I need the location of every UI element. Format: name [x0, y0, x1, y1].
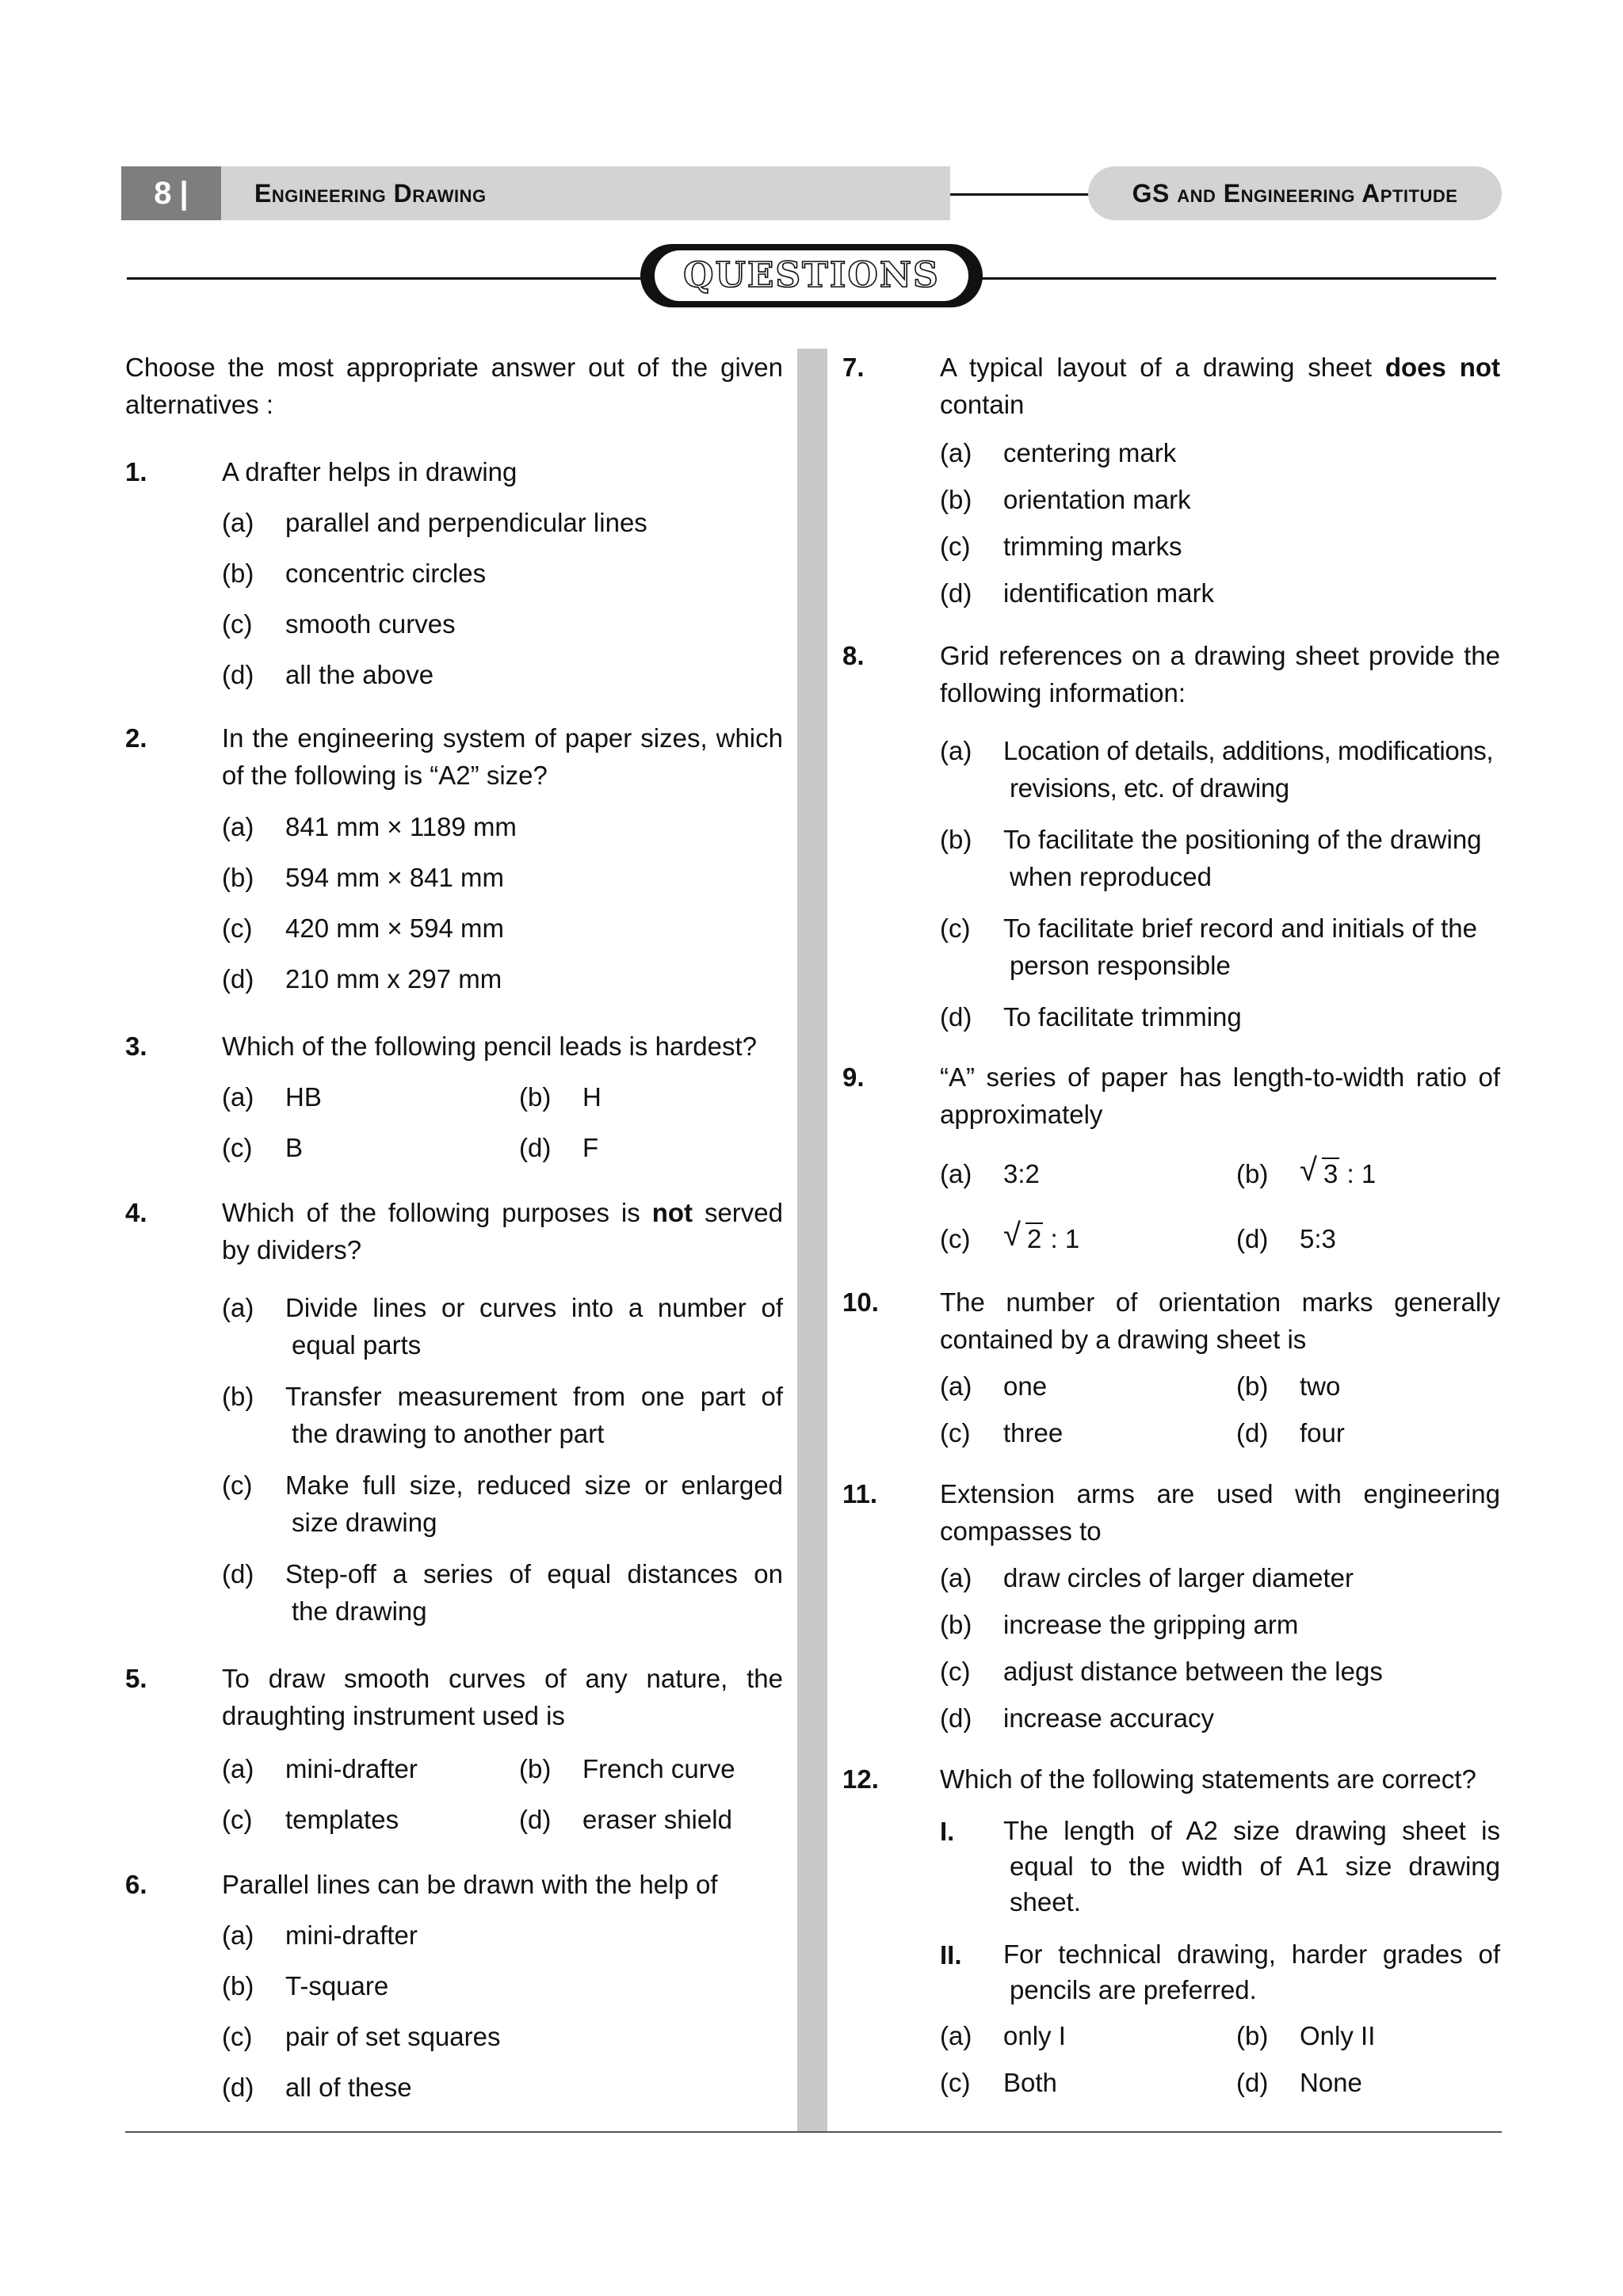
question-number: 12. — [842, 1764, 879, 1794]
option-label: (b) — [222, 863, 254, 892]
option-label: (a) — [222, 1082, 254, 1112]
option-text: Location of details, additions, modifications, revisions, etc. of drawing — [1003, 736, 1494, 803]
banner-title: QUESTIONS — [655, 250, 968, 301]
question-stem: Which of the following purposes is not served by dividers? — [222, 1198, 784, 1264]
question-number: 10. — [842, 1287, 879, 1317]
page-header — [121, 166, 1502, 220]
option-text: smooth curves — [285, 609, 456, 639]
question-stem: A drafter helps in drawing — [222, 457, 517, 486]
option-text: French curve — [582, 1754, 735, 1783]
option-label: (b) — [222, 1382, 254, 1411]
option-label: (a) — [940, 1159, 972, 1188]
option-label: (c) — [222, 1805, 253, 1834]
sqrt-symbol: √ 3 — [1300, 1155, 1339, 1192]
option-label: (d) — [1236, 2068, 1269, 2097]
option-label: (d) — [222, 660, 254, 689]
page-number: 8 | — [121, 166, 221, 220]
option-text: 841 mm × 1189 mm — [285, 812, 517, 841]
option-label: (c) — [940, 913, 971, 943]
option-label: (c) — [940, 1657, 971, 1686]
option-text: 5:3 — [1300, 1224, 1336, 1253]
instruction-text: Choose the most appropriate answer out of the given alternatives : — [125, 353, 783, 419]
option-text: Make full size, reduced size or enlarged size drawing — [285, 1470, 783, 1537]
option-text: To facilitate the positioning of the drawing when reproduced — [1003, 825, 1482, 891]
option-text: three — [1003, 1418, 1064, 1447]
sqrt-symbol: √ 2 — [1003, 1220, 1043, 1257]
option-label: (a) — [222, 1754, 254, 1783]
option-label: (d) — [222, 964, 254, 994]
option-label: (a) — [222, 812, 254, 841]
question-number: 2. — [125, 723, 147, 753]
option-text: Step-off a series of equal distances on the drawing — [285, 1559, 783, 1626]
option-text: 3:2 — [1003, 1159, 1040, 1188]
banner-pill — [640, 244, 983, 307]
option-text: four — [1300, 1418, 1345, 1447]
option-label: (a) — [940, 736, 972, 765]
question-number: 7. — [842, 353, 865, 382]
option-label: (a) — [940, 438, 972, 467]
option-text: increase the gripping arm — [1003, 1610, 1299, 1639]
question-number: 3. — [125, 1032, 147, 1061]
option-text: one — [1003, 1371, 1048, 1401]
option-label: (b) — [940, 485, 972, 514]
option-label: (a) — [940, 1563, 972, 1592]
question-number: 5. — [125, 1664, 147, 1693]
question-number: 11. — [842, 1479, 878, 1508]
option-text: 594 mm × 841 mm — [285, 863, 505, 892]
option-label: (c) — [940, 1224, 971, 1253]
option-label: (d) — [222, 1559, 254, 1589]
option-text: parallel and perpendicular lines — [285, 508, 647, 537]
option-text: trimming marks — [1003, 532, 1182, 561]
question-stem: In the engineering system of paper sizes, which of the following is “A2” size? — [222, 723, 783, 790]
option-text: HB — [285, 1082, 322, 1112]
option-label: (b) — [222, 559, 254, 588]
option-text: draw circles of larger diameter — [1003, 1563, 1354, 1592]
option-text: F — [582, 1133, 599, 1162]
option-text: all of these — [285, 2073, 412, 2102]
option-text: To facilitate trimming — [1003, 1002, 1242, 1032]
option-label: (c) — [222, 1133, 253, 1162]
option-label: (c) — [222, 913, 253, 943]
statement-text: For technical drawing, harder grades of pencils are preferred. — [1003, 1939, 1500, 2004]
option-label: (d) — [519, 1133, 552, 1162]
option-text: mini-drafter — [285, 1754, 418, 1783]
option-label: (a) — [940, 2021, 972, 2050]
option-label: (b) — [222, 1971, 254, 2000]
option-text: H — [582, 1082, 601, 1112]
option-label: (b) — [519, 1754, 552, 1783]
option-text: To facilitate brief record and initials of the person responsible — [1003, 913, 1477, 980]
column-divider — [797, 349, 827, 2133]
question-stem: Parallel lines can be drawn with the help of — [222, 1870, 718, 1899]
statement-label: II. — [940, 1940, 962, 1970]
option-label: (d) — [222, 2073, 254, 2102]
option-text: centering mark — [1003, 438, 1177, 467]
option-label: (c) — [222, 1470, 253, 1500]
question-number: 9. — [842, 1062, 865, 1092]
option-text: 420 mm × 594 mm — [285, 913, 505, 943]
option-label: (b) — [1236, 1371, 1269, 1401]
question-stem: The number of orientation marks generally contained by a drawing sheet is — [940, 1287, 1500, 1354]
option-text: two — [1300, 1371, 1341, 1401]
option-label: (b) — [1236, 1159, 1269, 1188]
option-text: Only II — [1300, 2021, 1376, 2050]
option-label: (b) — [519, 1082, 552, 1112]
option-label: (c) — [940, 532, 971, 561]
option-text: identification mark — [1003, 578, 1214, 608]
statement-label: I. — [940, 1817, 955, 1846]
option-text: mini-drafter — [285, 1920, 418, 1950]
option-text: eraser shield — [582, 1805, 732, 1834]
option-label: (d) — [1236, 1224, 1269, 1253]
book-title: GS and Engineering Aptitude — [1088, 166, 1502, 220]
questions-banner — [127, 244, 1496, 312]
option-label: (d) — [940, 1703, 972, 1733]
chapter-title: Engineering Drawing — [221, 166, 950, 220]
option-text: adjust distance between the legs — [1003, 1657, 1383, 1686]
option-text: √ 3 : 1 — [1300, 1155, 1376, 1192]
question-stem: Which of the following statements are correct? — [940, 1764, 1476, 1794]
statement-text: The length of A2 size drawing sheet is equal to the width of A1 size drawing sheet. — [1003, 1816, 1500, 1917]
question-stem: To draw smooth curves of any nature, the draughting instrument used is — [222, 1664, 783, 1730]
question-number: 8. — [842, 641, 865, 670]
option-label: (d) — [1236, 1418, 1269, 1447]
option-label: (a) — [222, 1293, 254, 1322]
question-number: 1. — [125, 457, 147, 486]
question-stem: Extension arms are used with engineering compasses to — [940, 1479, 1500, 1546]
option-label: (d) — [519, 1805, 552, 1834]
option-text: concentric circles — [285, 559, 487, 588]
option-text: Transfer measurement from one part of the drawing to another part — [285, 1382, 783, 1448]
option-label: (c) — [940, 2068, 971, 2097]
option-label: (a) — [940, 1371, 972, 1401]
option-label: (a) — [222, 508, 254, 537]
option-label: (c) — [940, 1418, 971, 1447]
option-label: (c) — [222, 609, 253, 639]
option-text: √ 2 : 1 — [1003, 1220, 1079, 1257]
option-label: (b) — [940, 825, 972, 854]
option-text: all the above — [285, 660, 434, 689]
question-stem: Which of the following pencil leads is hardest? — [222, 1032, 758, 1061]
option-text: None — [1300, 2068, 1362, 2097]
option-text: templates — [285, 1805, 399, 1834]
option-label: (c) — [222, 2022, 253, 2051]
question-stem: “A” series of paper has length-to-width ratio of approximately — [940, 1062, 1500, 1129]
option-label: (a) — [222, 1920, 254, 1950]
option-text: B — [285, 1133, 304, 1162]
footer-rule — [125, 2131, 1502, 2133]
option-text: orientation mark — [1003, 485, 1191, 514]
option-label: (b) — [940, 1610, 972, 1639]
question-number: 6. — [125, 1870, 147, 1899]
option-text: only I — [1003, 2021, 1066, 2050]
option-text: pair of set squares — [285, 2022, 501, 2051]
option-text: Both — [1003, 2068, 1057, 2097]
option-label: (d) — [940, 578, 972, 608]
question-stem: A typical layout of a drawing sheet does not contain — [940, 353, 1500, 419]
option-text: Divide lines or curves into a number of equal parts — [285, 1293, 783, 1360]
option-text: increase accuracy — [1003, 1703, 1214, 1733]
question-number: 4. — [125, 1198, 147, 1227]
option-text: 210 mm x 297 mm — [285, 964, 502, 994]
header-rule — [950, 193, 1090, 196]
question-stem: Grid references on a drawing sheet provide the following information: — [940, 641, 1500, 707]
option-label: (d) — [940, 1002, 972, 1032]
option-text: T-square — [285, 1971, 389, 2000]
option-label: (b) — [1236, 2021, 1269, 2050]
